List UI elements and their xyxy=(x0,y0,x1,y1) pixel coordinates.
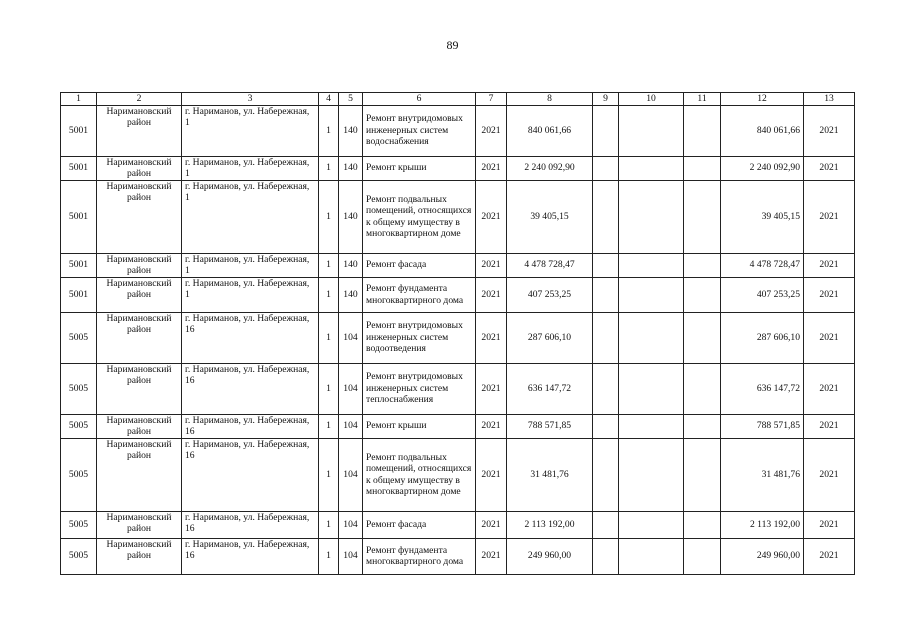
column-number: 6 xyxy=(363,93,476,106)
col4-cell: 1 xyxy=(319,438,339,511)
row-id-cell: 5005 xyxy=(61,312,97,363)
col4-cell: 1 xyxy=(319,180,339,253)
work-type-cell: Ремонт подвальных помещений, относящихся к общему имуществу в многоквартирном доме xyxy=(363,180,476,253)
col4-cell: 1 xyxy=(319,277,339,312)
table-row xyxy=(61,363,855,414)
col4-cell: 1 xyxy=(319,538,339,574)
col11-cell xyxy=(684,277,721,312)
col5-cell: 104 xyxy=(339,414,363,438)
col5-cell: 104 xyxy=(339,511,363,538)
col11-cell xyxy=(684,538,721,574)
year-cell: 2021 xyxy=(476,277,507,312)
completion-year-cell: 2021 xyxy=(804,363,855,414)
district-cell: Наримановский район xyxy=(97,156,182,180)
table-row xyxy=(61,105,855,156)
col5-cell: 104 xyxy=(339,538,363,574)
district-cell: Наримановский район xyxy=(97,438,182,511)
col11-cell xyxy=(684,156,721,180)
amount-cell: 840 061,66 xyxy=(507,105,593,156)
col9-cell xyxy=(593,180,619,253)
col11-cell xyxy=(684,511,721,538)
address-cell: г. Нариманов, ул. Набережная, 16 xyxy=(182,438,319,511)
total-amount-cell: 39 405,15 xyxy=(721,180,804,253)
row-id-cell: 5001 xyxy=(61,156,97,180)
table-row xyxy=(61,511,855,538)
col5-cell: 140 xyxy=(339,105,363,156)
amount-cell: 2 113 192,00 xyxy=(507,511,593,538)
column-number: 5 xyxy=(339,93,363,106)
col4-cell: 1 xyxy=(319,511,339,538)
address-cell: г. Нариманов, ул. Набережная, 16 xyxy=(182,414,319,438)
column-number: 1 xyxy=(61,93,97,106)
row-id-cell: 5001 xyxy=(61,253,97,277)
table-row xyxy=(61,438,855,511)
column-number: 10 xyxy=(619,93,684,106)
amount-cell: 2 240 092,90 xyxy=(507,156,593,180)
work-type-cell: Ремонт фасада xyxy=(363,253,476,277)
repair-plan-table xyxy=(60,92,855,575)
total-amount-cell: 788 571,85 xyxy=(721,414,804,438)
column-number: 4 xyxy=(319,93,339,106)
column-number: 2 xyxy=(97,93,182,106)
row-id-cell: 5001 xyxy=(61,277,97,312)
col9-cell xyxy=(593,105,619,156)
col9-cell xyxy=(593,253,619,277)
col10-cell xyxy=(619,180,684,253)
col11-cell xyxy=(684,253,721,277)
col5-cell: 104 xyxy=(339,363,363,414)
col4-cell: 1 xyxy=(319,363,339,414)
amount-cell: 249 960,00 xyxy=(507,538,593,574)
total-amount-cell: 287 606,10 xyxy=(721,312,804,363)
district-cell: Наримановский район xyxy=(97,363,182,414)
column-number: 7 xyxy=(476,93,507,106)
address-cell: г. Нариманов, ул. Набережная, 1 xyxy=(182,180,319,253)
column-number: 9 xyxy=(593,93,619,106)
completion-year-cell: 2021 xyxy=(804,277,855,312)
address-cell: г. Нариманов, ул. Набережная, 16 xyxy=(182,538,319,574)
completion-year-cell: 2021 xyxy=(804,180,855,253)
col5-cell: 140 xyxy=(339,253,363,277)
col11-cell xyxy=(684,438,721,511)
year-cell: 2021 xyxy=(476,414,507,438)
row-id-cell: 5001 xyxy=(61,105,97,156)
col10-cell xyxy=(619,312,684,363)
page-number: 89 xyxy=(446,38,459,52)
col11-cell xyxy=(684,105,721,156)
row-id-cell: 5005 xyxy=(61,414,97,438)
col11-cell xyxy=(684,363,721,414)
district-cell: Наримановский район xyxy=(97,105,182,156)
column-number-row xyxy=(61,93,855,106)
col4-cell: 1 xyxy=(319,156,339,180)
work-type-cell: Ремонт крыши xyxy=(363,156,476,180)
address-cell: г. Нариманов, ул. Набережная, 1 xyxy=(182,253,319,277)
col9-cell xyxy=(593,511,619,538)
completion-year-cell: 2021 xyxy=(804,511,855,538)
amount-cell: 287 606,10 xyxy=(507,312,593,363)
column-number: 3 xyxy=(182,93,319,106)
col10-cell xyxy=(619,438,684,511)
year-cell: 2021 xyxy=(476,511,507,538)
row-id-cell: 5005 xyxy=(61,438,97,511)
column-number: 8 xyxy=(507,93,593,106)
col5-cell: 140 xyxy=(339,180,363,253)
total-amount-cell: 2 240 092,90 xyxy=(721,156,804,180)
table-row xyxy=(61,253,855,277)
total-amount-cell: 840 061,66 xyxy=(721,105,804,156)
completion-year-cell: 2021 xyxy=(804,538,855,574)
completion-year-cell: 2021 xyxy=(804,312,855,363)
table-row xyxy=(61,156,855,180)
completion-year-cell: 2021 xyxy=(804,105,855,156)
year-cell: 2021 xyxy=(476,538,507,574)
table-row xyxy=(61,180,855,253)
amount-cell: 788 571,85 xyxy=(507,414,593,438)
total-amount-cell: 4 478 728,47 xyxy=(721,253,804,277)
amount-cell: 4 478 728,47 xyxy=(507,253,593,277)
col9-cell xyxy=(593,363,619,414)
year-cell: 2021 xyxy=(476,253,507,277)
row-id-cell: 5005 xyxy=(61,363,97,414)
completion-year-cell: 2021 xyxy=(804,438,855,511)
column-number: 11 xyxy=(684,93,721,106)
col9-cell xyxy=(593,414,619,438)
col10-cell xyxy=(619,538,684,574)
address-cell: г. Нариманов, ул. Набережная, 1 xyxy=(182,105,319,156)
col10-cell xyxy=(619,414,684,438)
district-cell: Наримановский район xyxy=(97,180,182,253)
col4-cell: 1 xyxy=(319,414,339,438)
district-cell: Наримановский район xyxy=(97,253,182,277)
col9-cell xyxy=(593,312,619,363)
district-cell: Наримановский район xyxy=(97,277,182,312)
row-id-cell: 5005 xyxy=(61,538,97,574)
amount-cell: 407 253,25 xyxy=(507,277,593,312)
year-cell: 2021 xyxy=(476,105,507,156)
year-cell: 2021 xyxy=(476,312,507,363)
col5-cell: 104 xyxy=(339,312,363,363)
total-amount-cell: 636 147,72 xyxy=(721,363,804,414)
completion-year-cell: 2021 xyxy=(804,156,855,180)
district-cell: Наримановский район xyxy=(97,538,182,574)
year-cell: 2021 xyxy=(476,180,507,253)
col5-cell: 140 xyxy=(339,277,363,312)
col10-cell xyxy=(619,277,684,312)
work-type-cell: Ремонт крыши xyxy=(363,414,476,438)
address-cell: г. Нариманов, ул. Набережная, 16 xyxy=(182,363,319,414)
col9-cell xyxy=(593,156,619,180)
work-type-cell: Ремонт внутридомовых инженерных систем водоотведения xyxy=(363,312,476,363)
address-cell: г. Нариманов, ул. Набережная, 16 xyxy=(182,511,319,538)
col11-cell xyxy=(684,180,721,253)
table-row xyxy=(61,414,855,438)
total-amount-cell: 31 481,76 xyxy=(721,438,804,511)
col5-cell: 104 xyxy=(339,438,363,511)
work-type-cell: Ремонт внутридомовых инженерных систем теплоснабжения xyxy=(363,363,476,414)
col4-cell: 1 xyxy=(319,312,339,363)
total-amount-cell: 407 253,25 xyxy=(721,277,804,312)
address-cell: г. Нариманов, ул. Набережная, 1 xyxy=(182,277,319,312)
col4-cell: 1 xyxy=(319,253,339,277)
col11-cell xyxy=(684,312,721,363)
year-cell: 2021 xyxy=(476,363,507,414)
col10-cell xyxy=(619,363,684,414)
year-cell: 2021 xyxy=(476,156,507,180)
completion-year-cell: 2021 xyxy=(804,414,855,438)
table-body xyxy=(61,105,855,574)
col9-cell xyxy=(593,277,619,312)
table-row xyxy=(61,312,855,363)
work-type-cell: Ремонт фундамента многоквартирного дома xyxy=(363,538,476,574)
col10-cell xyxy=(619,253,684,277)
col10-cell xyxy=(619,511,684,538)
col10-cell xyxy=(619,156,684,180)
address-cell: г. Нариманов, ул. Набережная, 1 xyxy=(182,156,319,180)
total-amount-cell: 2 113 192,00 xyxy=(721,511,804,538)
work-type-cell: Ремонт фундамента многоквартирного дома xyxy=(363,277,476,312)
amount-cell: 31 481,76 xyxy=(507,438,593,511)
work-type-cell: Ремонт подвальных помещений, относящихся к общему имуществу в многоквартирном доме xyxy=(363,438,476,511)
column-number: 13 xyxy=(804,93,855,106)
work-type-cell: Ремонт фасада xyxy=(363,511,476,538)
col11-cell xyxy=(684,414,721,438)
col4-cell: 1 xyxy=(319,105,339,156)
row-id-cell: 5005 xyxy=(61,511,97,538)
total-amount-cell: 249 960,00 xyxy=(721,538,804,574)
work-type-cell: Ремонт внутридомовых инженерных систем водоснабжения xyxy=(363,105,476,156)
completion-year-cell: 2021 xyxy=(804,253,855,277)
district-cell: Наримановский район xyxy=(97,312,182,363)
column-number: 12 xyxy=(721,93,804,106)
col10-cell xyxy=(619,105,684,156)
table-row xyxy=(61,538,855,574)
district-cell: Наримановский район xyxy=(97,414,182,438)
address-cell: г. Нариманов, ул. Набережная, 16 xyxy=(182,312,319,363)
table-row xyxy=(61,277,855,312)
amount-cell: 636 147,72 xyxy=(507,363,593,414)
amount-cell: 39 405,15 xyxy=(507,180,593,253)
year-cell: 2021 xyxy=(476,438,507,511)
col9-cell xyxy=(593,438,619,511)
row-id-cell: 5001 xyxy=(61,180,97,253)
col9-cell xyxy=(593,538,619,574)
district-cell: Наримановский район xyxy=(97,511,182,538)
col5-cell: 140 xyxy=(339,156,363,180)
